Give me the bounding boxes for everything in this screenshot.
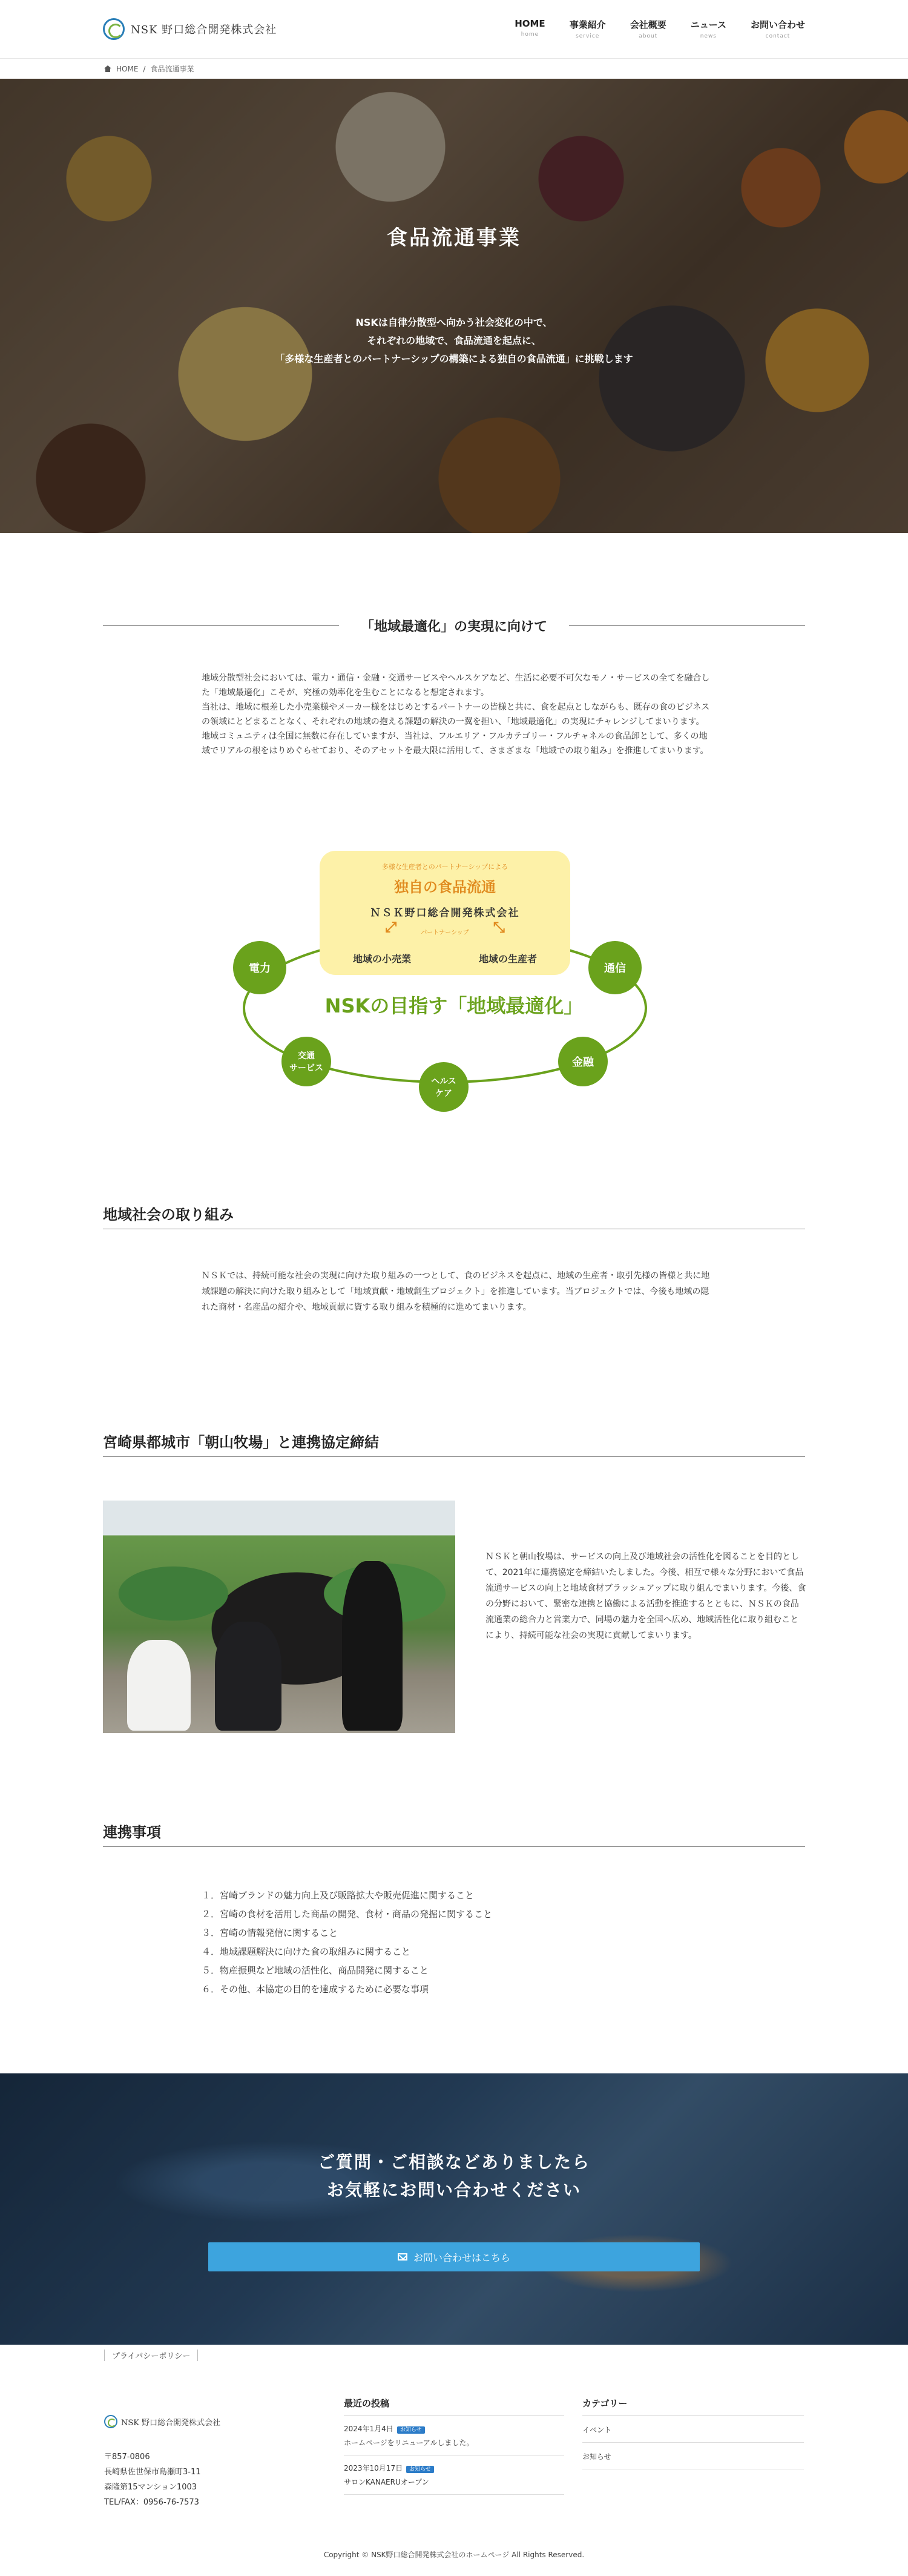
contact-banner: [0, 2073, 908, 2345]
photo-person-3: [342, 1561, 403, 1731]
intro-paragraph-1: 地域分散型社会においては、電力・通信・金融・交通サービスやヘルスケアなど、生活に必要不可欠なモノ・サービスの全てを融合した「地域最適化」こそが、究極の効率化を生むことになると想定されます。: [202, 673, 710, 698]
footer-address-line-1: 長崎県佐世保市島瀬町3-11: [104, 2468, 201, 2477]
ring-title: NSKの目指す「地域最適化」: [324, 994, 584, 1017]
contact-line-1: ご質問・ご相談などありましたら: [317, 2152, 590, 2172]
list-item: [344, 2463, 564, 2495]
category-link[interactable]: イベント: [582, 2416, 804, 2443]
breadcrumb: [0, 58, 908, 79]
nav-about[interactable]: 会社概要 about: [630, 19, 666, 39]
partner-box: [320, 851, 570, 975]
main-nav: [515, 18, 805, 39]
contact-title: [0, 2148, 908, 2204]
node-telecom: 通信: [588, 941, 642, 994]
footer-logo[interactable]: [104, 2415, 220, 2428]
copyright: Copyright © NSK野口総合開発株式会社のホームページ All Rights Reserved.: [323, 2551, 585, 2559]
hero-line-2: それぞれの地域で、食品流通を起点に、: [367, 335, 541, 346]
post-tag: お知らせ: [397, 2426, 425, 2434]
photo-person-1: [127, 1640, 191, 1731]
community-text: ＮＳＫでは、持続可能な社会の実現に向けた取り組みの一つとして、食のビジネスを起点に、地域の生産者・取引先様の皆様と共に地域課題の解決に向けた取り組みとして「地域貢献・地域創生プロジェクト」を推進しています。当プロジェクトでは、今後も地域の隠れた商材・名産品の紹介や、地域貢献に資する取り組みを積極的に進めてまいります。: [202, 1271, 710, 1312]
site-header: [0, 0, 908, 58]
agreement-text: ＮＳＫと朝山牧場は、サービスの向上及び地域社会の活性化を図ることを目的として、2021年に連携協定を締結いたしました。今後、相互で様々な分野において食品流通サービスの向上と地域食材ブラッシュアップに取り組んでまいります。今後、食の分野において、緊密な連携と協働による活動を推進するとともに、ＮＳＫの食品流通業の総合力と営業力で、同場の魅力を全国へ広め、地域活性化に取り組むことにより、持続可能な社会の実現に貢献してまいります。: [485, 1552, 806, 1640]
nav-service[interactable]: 事業紹介 service: [569, 19, 606, 39]
contact-overlay: [0, 2073, 908, 2345]
node-power: 電力: [233, 941, 286, 994]
local-retailer-label: 地域の小売業: [353, 953, 412, 965]
partner-box-company: ＮＳＫ野口総合開発株式会社: [370, 907, 520, 919]
hero-banner: [0, 79, 908, 533]
post-tag: お知らせ: [406, 2466, 434, 2473]
hero-line-3: 「多様な生産者とのパートナーシップの構築による独自の食品流通」に挑戦します: [275, 353, 633, 365]
nav-contact[interactable]: お問い合わせ contact: [750, 19, 805, 39]
contact-button[interactable]: [208, 2242, 700, 2271]
list-item: ６．その他、本協定の目的を達成するために必要な事項: [202, 1984, 429, 1995]
list-item: ３．宮崎の情報発信に関すること: [202, 1927, 338, 1938]
list-item: ５．物産振興など地域の活性化、商品開発に関すること: [202, 1965, 429, 1976]
list-item: [344, 2423, 564, 2455]
nav-news[interactable]: ニュース news: [690, 19, 726, 39]
post-date: 2024年1月4日: [344, 2425, 393, 2433]
section-heading-text: 「地域最適化」の実現に向けて: [361, 619, 548, 635]
list-item: ４．地域課題解決に向けた食の取組みに関すること: [202, 1946, 411, 1957]
node-finance: 金融: [558, 1037, 608, 1086]
hero-line-1: NSKは自律分散型へ向かう社会変化の中で、: [355, 317, 553, 328]
categories: [582, 2397, 804, 2469]
local-producer-label: 地域の生産者: [478, 953, 537, 965]
post-date: 2023年10月17日: [344, 2464, 403, 2472]
footer-tel: TEL/FAX：0956-76-7573: [104, 2498, 199, 2507]
section-heading-agreement: 宮崎県都城市「朝山牧場」と連携協定締結: [103, 1430, 805, 1457]
nav-home[interactable]: HOME home: [515, 18, 545, 38]
recent-posts-title: 最近の投稿: [344, 2397, 564, 2416]
node-transport: 交通 サービス: [281, 1037, 331, 1086]
photo-person-2: [215, 1622, 281, 1731]
partnership-label: パートナーシップ: [421, 930, 469, 936]
category-link[interactable]: お知らせ: [582, 2443, 804, 2469]
recent-posts: [344, 2397, 564, 2495]
footer-address-line-2: 森隆第15マンション1003: [104, 2483, 197, 2492]
hero-overlay: [0, 79, 908, 533]
footer-address: [104, 2449, 201, 2510]
privacy-policy-link[interactable]: プライバシーポリシー: [104, 2350, 198, 2361]
contact-line-2: お気軽にお問い合わせください: [326, 2180, 581, 2200]
intro-paragraph-2: 当社は、地域に根差した小売業様やメーカー様をはじめとするパートナーの皆様と共に、食を起点としながらも、既存の食のビジネスの領域にとどまることなく、それぞれの地域の抱える課題の解決の一翼を担い、「地域最適化」の実現にチャレンジしてまいります。: [202, 702, 710, 727]
post-title-link[interactable]: サロンKANAERUオープン: [344, 2478, 429, 2486]
ranch-photo: [103, 1501, 455, 1733]
post-title-link[interactable]: ホームページをリニューアルしました。: [344, 2439, 474, 2447]
section-heading-items: 連携事項: [103, 1820, 805, 1847]
section-heading-community: 地域社会の取り組み: [103, 1203, 805, 1229]
hero-lead: [0, 314, 908, 368]
list-item: ２．宮崎の食材を活用した商品の開発、食材・商品の発掘に関すること: [202, 1909, 493, 1920]
footer-logo-mark-icon: [104, 2415, 117, 2428]
optimization-diagram: [236, 848, 672, 1114]
cooperation-list: [202, 1886, 710, 1999]
footer-postal: 〒857-0806: [104, 2452, 150, 2462]
page-title: 食品流通事業: [387, 226, 521, 250]
mail-icon: [398, 2253, 407, 2261]
breadcrumb-separator: /: [143, 64, 146, 73]
optimization-intro: [202, 671, 710, 758]
intro-paragraph-3: 地域コミュニティは全国に無数に存在していますが、当社は、フルエリア・フルカテゴリー・フルチャネルの食品卸として、多くの地域でリアルの根をはりめぐらせており、そのアセットを最大限に活用して、さまざまな「地域での取り組み」を推進してまいります。: [202, 732, 709, 756]
partner-box-title: 独自の食品流通: [394, 879, 496, 896]
home-icon: [104, 65, 111, 72]
logo-text: NSK 野口総合開発株式会社: [131, 24, 277, 36]
partner-box-caption: 多様な生産者とのパートナーシップによる: [381, 863, 508, 871]
breadcrumb-current: 食品流通事業: [150, 65, 194, 73]
categories-title: カテゴリー: [582, 2397, 804, 2416]
arrow-right-icon: ⤡: [493, 919, 505, 936]
footer-logo-text: NSK 野口総合開発株式会社: [121, 2418, 221, 2428]
section-heading-optimization: [103, 615, 805, 636]
list-item: １．宮崎ブランドの魅力向上及び販路拡大や販売促進に関すること: [202, 1890, 475, 1901]
breadcrumb-home[interactable]: HOME: [116, 64, 139, 73]
arrow-left-icon: ⤢: [385, 919, 397, 936]
site-logo[interactable]: [103, 18, 277, 40]
node-healthcare: ヘルス ケア: [419, 1062, 469, 1112]
contact-button-label: お問い合わせはこちら: [413, 2251, 510, 2264]
logo-mark-icon: [103, 18, 125, 40]
